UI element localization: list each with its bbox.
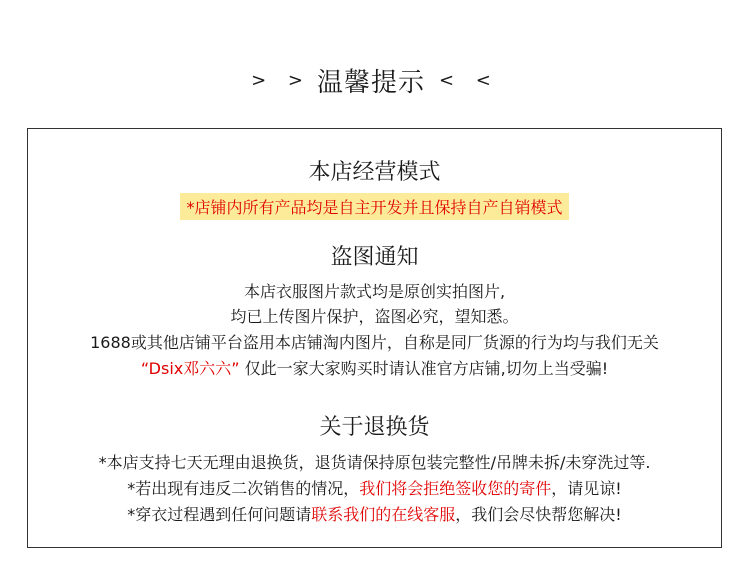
section-title-returns: 关于退换货 (319, 415, 430, 440)
right-arrows-icon: > > (251, 69, 311, 91)
returns-line-1: *本店支持七天无理由退换货，退货请保持原包装完整性/吊牌未拆/未穿洗过等. (98, 453, 651, 472)
returns-line-3-b: ，我们会尽快帮您解决! (455, 505, 622, 524)
store-name: “Dsix邓六六” (140, 359, 240, 378)
theft-line-4-text: 仅此一家大家购买时请认准官方店铺,切勿上当受骗! (239, 359, 609, 378)
left-arrows-icon: < < (439, 69, 499, 91)
returns-line-2-a: *若出现有违反二次销售的情况， (127, 479, 360, 498)
theft-line-2: 均已上传图片保护，盗图必究，望知悉。 (230, 307, 519, 326)
returns-line-2-b: ，请见谅! (551, 479, 622, 498)
returns-line-3-a: *穿衣过程遇到任何问题请 (127, 505, 312, 524)
section-title-model: 本店经营模式 (308, 160, 441, 185)
theft-line-4 (28, 356, 721, 379)
returns-line-2-red: 我们将会拒绝签收您的寄件 (359, 479, 552, 498)
page-title: 温馨提示 (316, 67, 425, 98)
notice-box (27, 128, 722, 548)
model-highlight: *店铺内所有产品均是自主开发并且保持自产自销模式 (180, 193, 568, 220)
returns-line-3 (28, 502, 721, 525)
returns-line-2 (28, 476, 721, 499)
notice-header (0, 60, 750, 100)
section-title-theft: 盗图通知 (330, 245, 419, 270)
customer-service-text: 联系我们的在线客服 (311, 505, 456, 524)
model-highlight-row (28, 193, 721, 220)
theft-line-1: 本店衣服图片款式均是原创实拍图片, (243, 282, 506, 301)
theft-line-3: 1688或其他店铺平台盗用本店铺淘内图片，自称是同厂货源的行为均与我们无关 (90, 333, 659, 352)
